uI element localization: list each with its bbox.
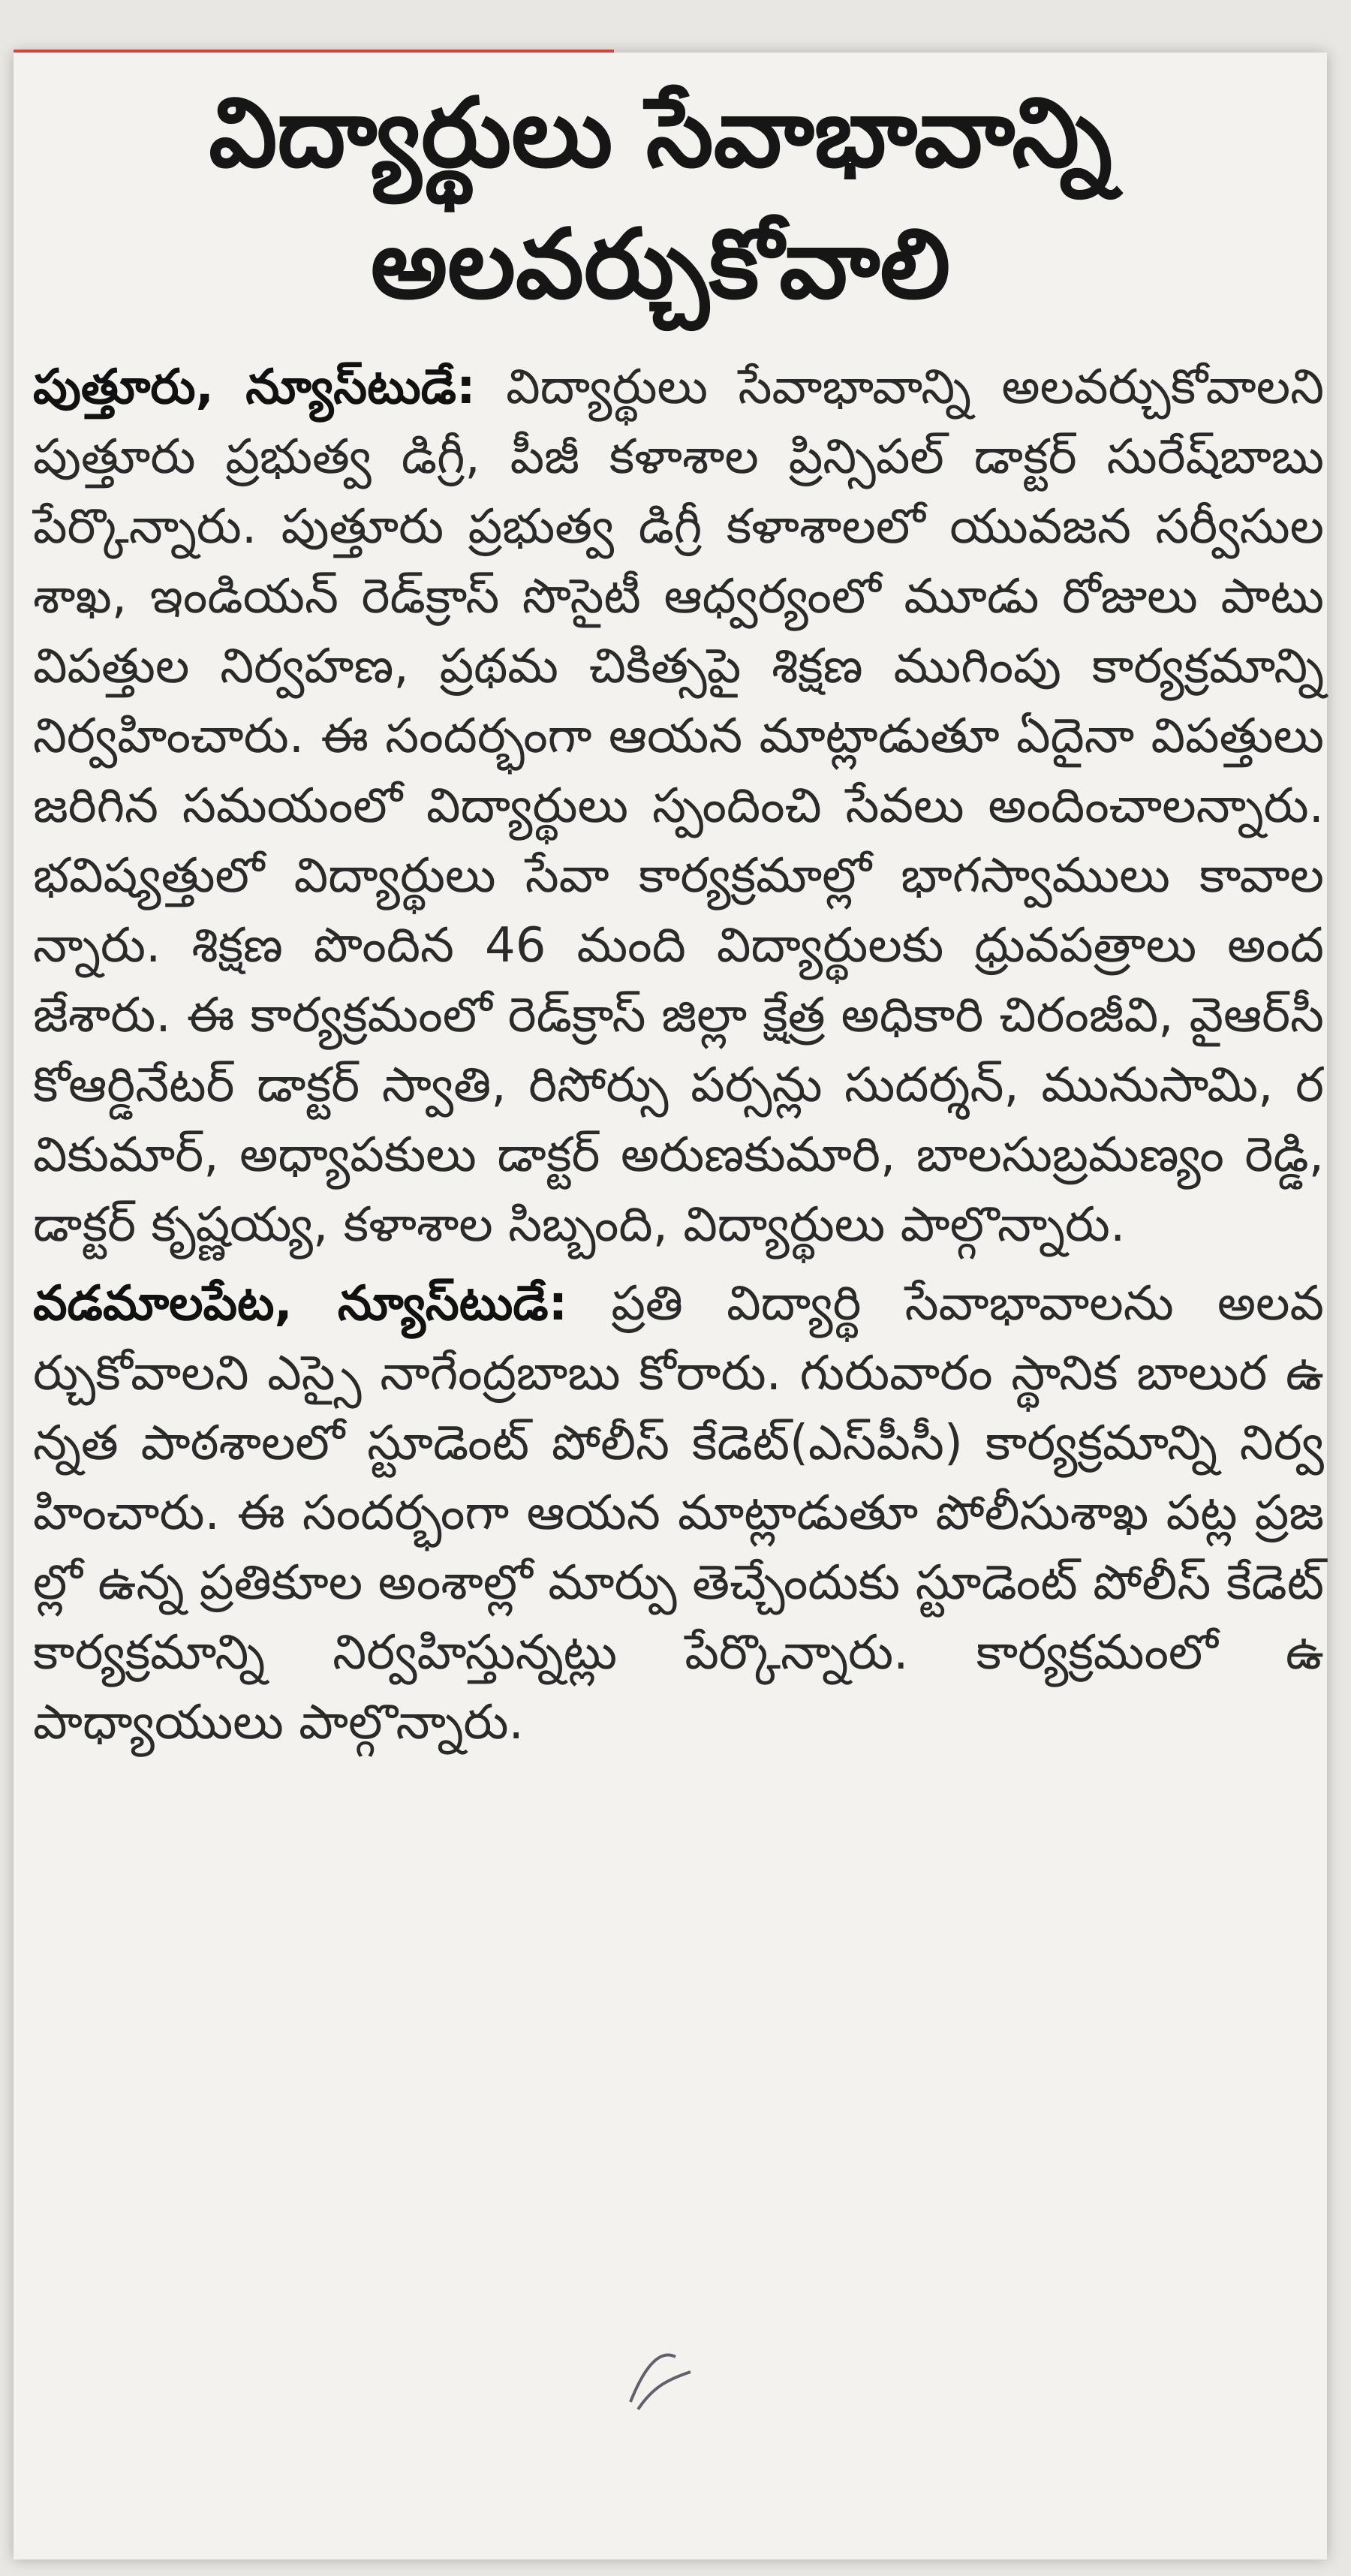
- article-headline: [45, 68, 1276, 330]
- paragraph-1: [33, 353, 1324, 1260]
- paragraph-2: [33, 1269, 1324, 1758]
- dateline-1: పుత్తూరు, న్యూస్‌టుడే:: [33, 360, 476, 415]
- paragraph-2-text: ప్రతి విద్యార్థి సేవాభావాలను అలవర్చుకోవాలని ఎస్సై నాగేంద్రబాబు కోరారు. గురువారం స్థానిక బాలుర ఉన్నత పాఠశాలలో స్టూడెంట్ పోలీస్ కేడెట్(ఎస్‌పీసీ) కార్యక్రమాన్ని నిర్వహించారు. ఈ సందర్భంగా ఆయన మాట్లాడుతూ పోలీసుశాఖ పట్ల ప్రజల్లో ఉన్న ప్రతికూల అంశాల్లో మార్పు తెచ్చేందుకు స్టూడెంట్ పోలీస్ కేడెట్ కార్యక్రమాన్ని నిర్వహిస్తున్నట్లు పేర్కొన్నారు. కార్యక్రమంలో ఉపాధ్యాయులు పాల్గొన్నారు.: [33, 1276, 1325, 1750]
- headline-line-1: విద్యార్థులు సేవాభావాన్ని: [209, 77, 1112, 189]
- headline-line-2: అలవర్చుకోవాలి: [370, 209, 951, 320]
- pen-mark: [615, 2334, 706, 2424]
- article-body: [33, 353, 1324, 1767]
- paragraph-1-text: విద్యార్థులు సేవాభావాన్ని అలవర్చుకోవాలని పుత్తూరు ప్రభుత్వ డిగ్రీ, పీజీ కళాశాల ప్రిన్సిపల్ డాక్టర్ సురేష్‌బాబు పేర్కొన్నారు. పుత్తూరు ప్రభుత్వ డిగ్రీ కళాశాలలో యువజన సర్వీసులశాఖ, ఇండియన్ రెడ్‌క్రాస్ సొసైటీ ఆధ్వర్యంలో మూడు రోజులు పాటు విపత్తుల నిర్వహణ, ప్రథమ చికిత్సపై శిక్షణ ముగింపు కార్యక్రమాన్ని నిర్వహించారు. ఈ సందర్భంగా ఆయన మాట్లాడుతూ ఏదైనా విపత్తులు జరిగిన సమయంలో విద్యార్థులు స్పందించి సేవలు అందించాలన్నారు. భవిష్యత్తులో విద్యార్థులు సేవా కార్యక్రమాల్లో భాగస్వాములు కావాలన్నారు. శిక్షణ పొందిన 46 మంది విద్యార్థులకు ధ్రువపత్రాలు అందజేశారు. ఈ కార్యక్రమంలో రెడ్‌క్రాస్ జిల్లా క్షేత్ర అధికారి చిరంజీవి, వైఆర్‌సీ కోఆర్డినేటర్ డాక్టర్ స్వాతి, రిసోర్సు పర్సన్లు సుదర్శన్, మునుసామి, రవికుమార్, అధ్యాపకులు డాక్టర్ అరుణకుమారి, బాలసుబ్రమణ్యం రెడ్డి, డాక్టర్ కృష్ణయ్య, కళాశాల సిబ్బంది, విద్యార్థులు పాల్గొన్నారు.: [33, 360, 1325, 1253]
- dateline-2: వడమాలపేట, న్యూస్‌టుడే:: [33, 1276, 568, 1332]
